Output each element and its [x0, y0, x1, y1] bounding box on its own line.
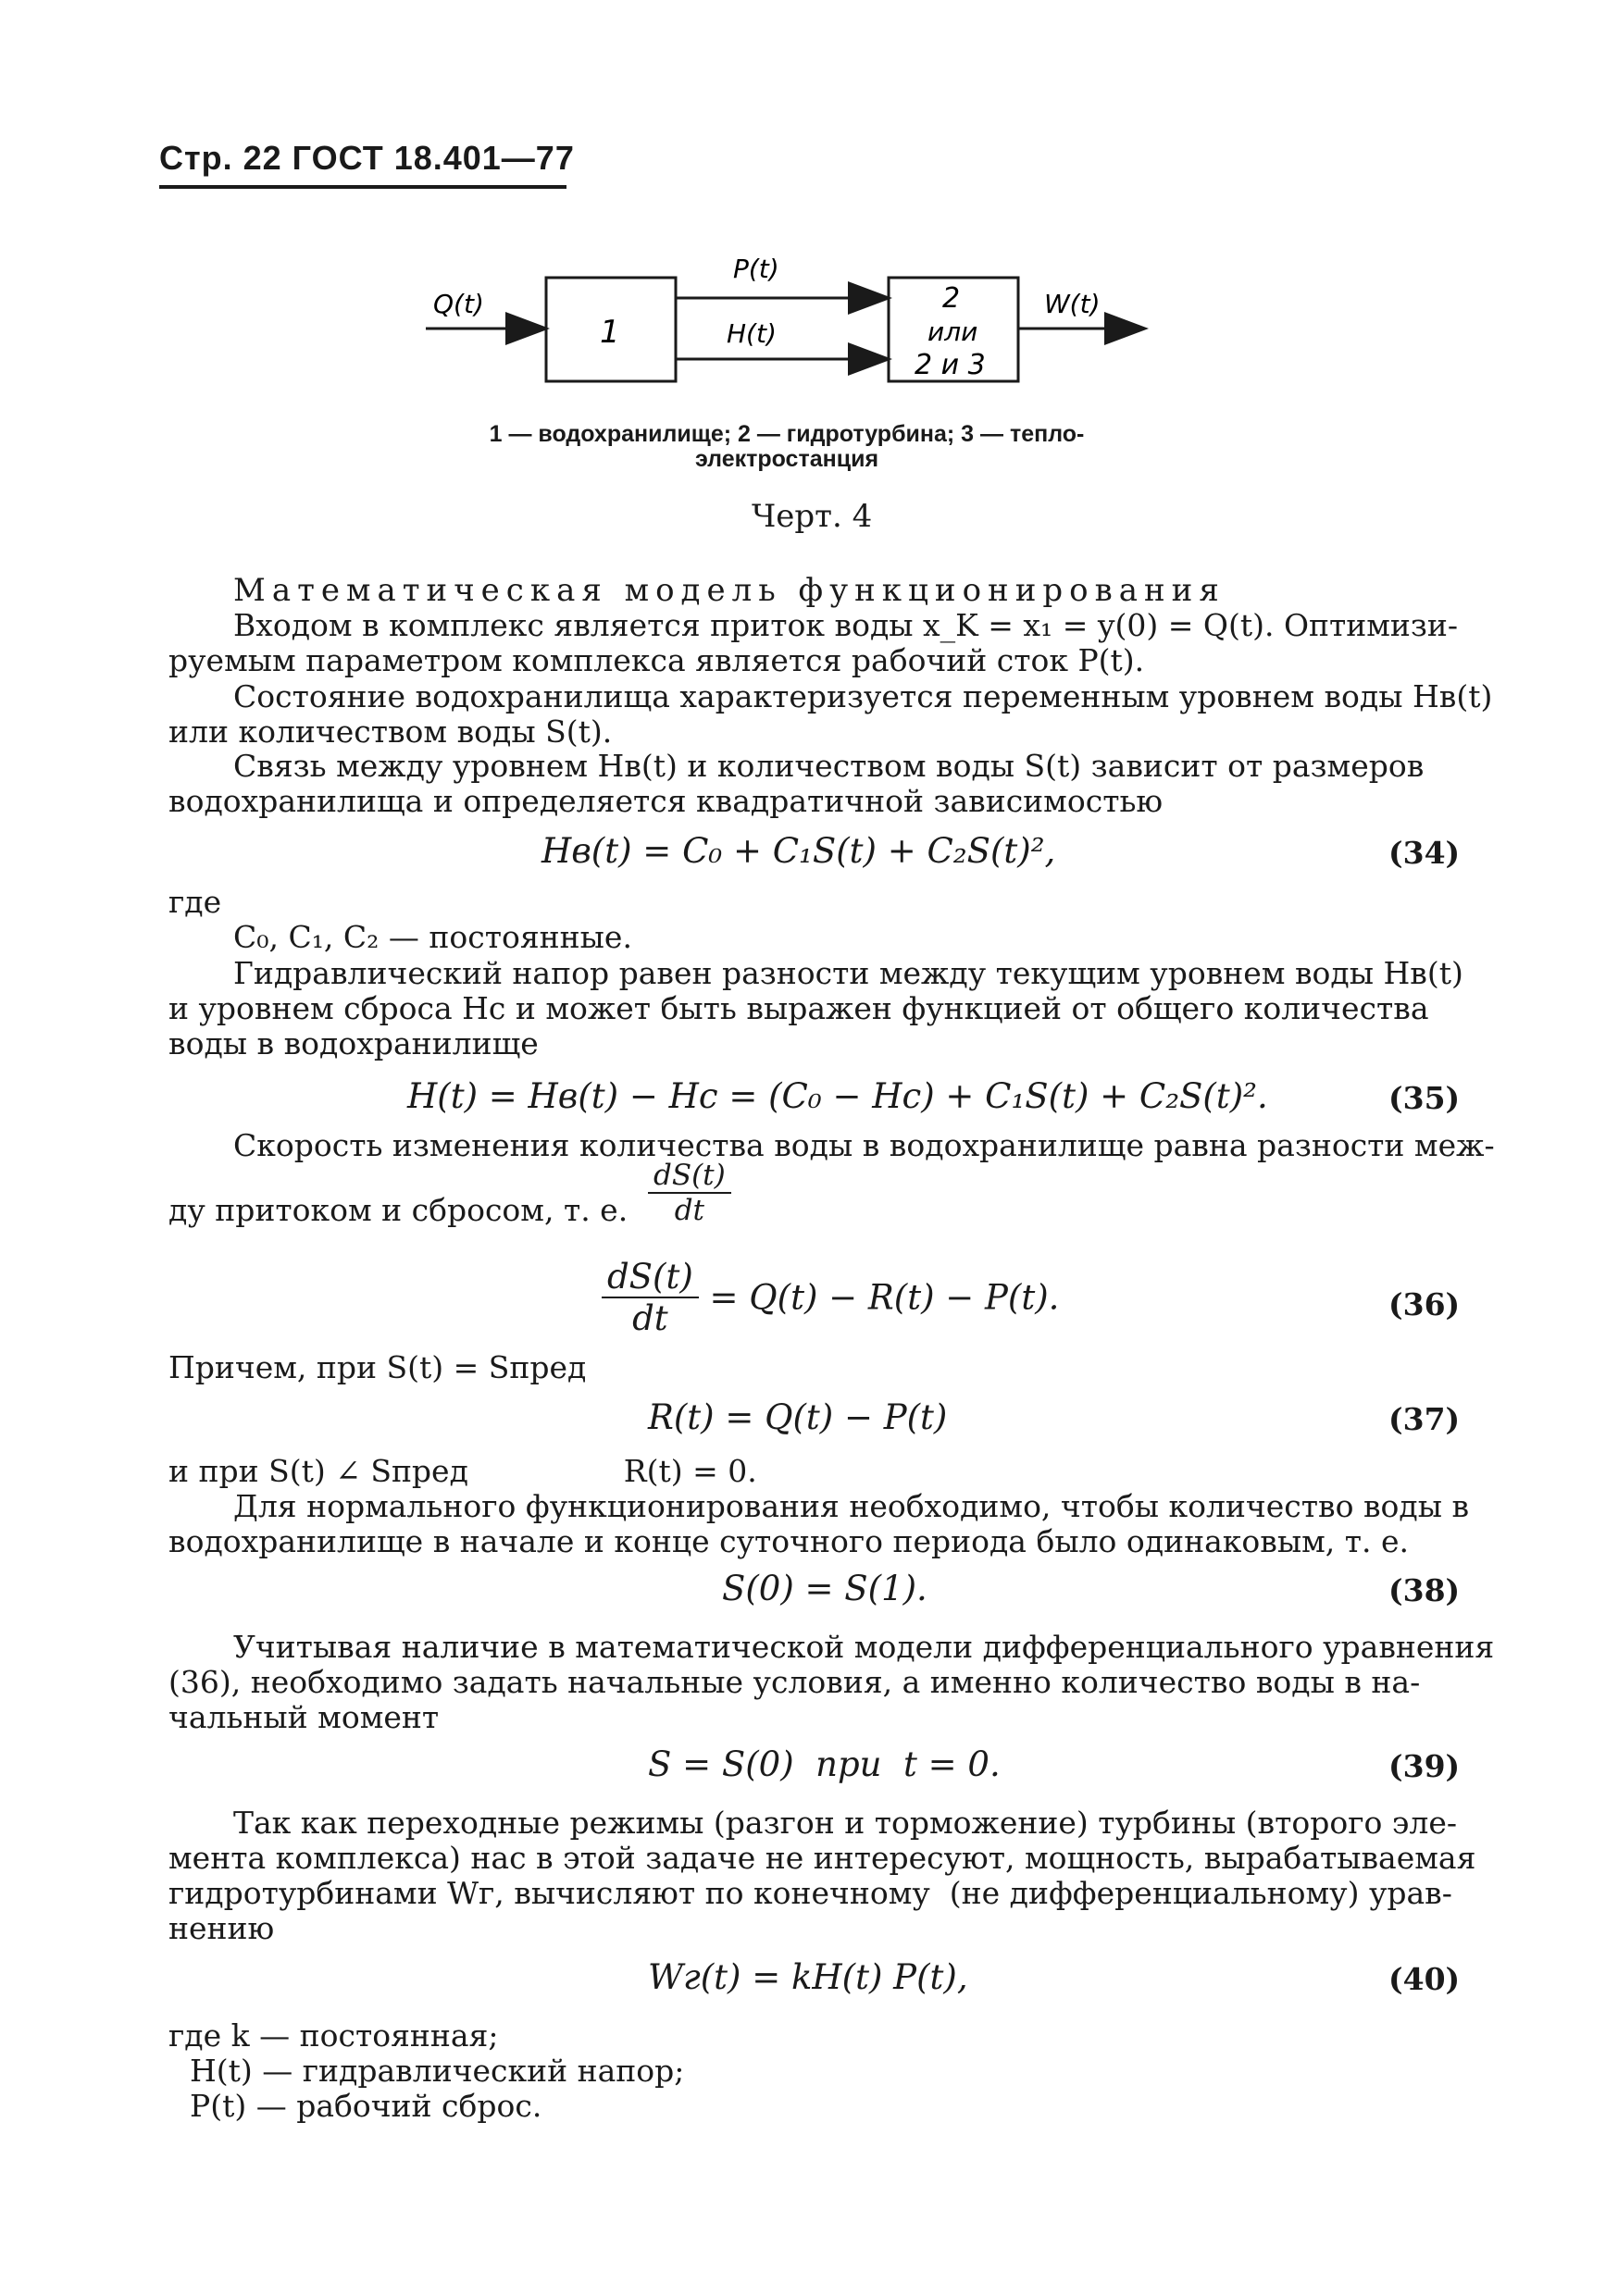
p2-line1: Состояние водохранилища характеризуется переменным уровнем воды Hв(t)	[233, 678, 1493, 714]
p6-line: Причем, при S(t) = Sпред	[168, 1349, 587, 1385]
equation-39-number: (39)	[1388, 1748, 1461, 1784]
eq36-rhs: = Q(t) − R(t) − P(t).	[709, 1277, 1060, 1318]
equation-38: S(0) = S(1).	[722, 1569, 927, 1608]
page-header: Стр. 22 ГОСТ 18.401—77	[159, 139, 575, 177]
inline-fraction-denominator: dt	[674, 1194, 705, 1227]
p3-line1: Связь между уровнем Hв(t) и количеством воды S(t) зависит от размеров	[233, 748, 1425, 784]
label-block1: 1	[600, 314, 620, 351]
definition-h: H(t) — гидравлический напор;	[190, 2053, 685, 2089]
label-h: H(t)	[727, 318, 777, 349]
eq36-numerator: dS(t)	[602, 1257, 699, 1298]
p2-line2: или количеством воды S(t).	[168, 714, 613, 750]
p4-line1: Гидравлический напор равен разности между текущим уровнем воды Hв(t)	[233, 955, 1463, 991]
equation-37: R(t) = Q(t) − P(t)	[648, 1397, 948, 1437]
constants-line: C₀, C₁, C₂ — постоянные.	[233, 919, 632, 955]
equation-36-number: (36)	[1388, 1286, 1461, 1322]
p8-line2: водохранилище в начале и конце суточного периода было одинаковым, т. е.	[168, 1523, 1409, 1559]
block-diagram	[407, 250, 1166, 407]
p10-line3: гидротурбинами Wг, вычисляют по конечному (не дифференциальному) урав-	[168, 1875, 1452, 1911]
p7-line: и при S(t) ∠ Sпред R(t) = 0.	[168, 1453, 757, 1489]
inline-fraction-numerator: dS(t)	[648, 1159, 731, 1194]
equation-36	[602, 1257, 1059, 1338]
definition-k: где k — постоянная;	[168, 2017, 499, 2054]
p5-line1: Скорость изменения количества воды в водохранилище равна разности меж-	[233, 1127, 1495, 1163]
equation-38-number: (38)	[1388, 1572, 1461, 1608]
label-block2-line1: 2	[942, 282, 961, 315]
equation-40-number: (40)	[1388, 1961, 1461, 1997]
where-label: где	[168, 884, 222, 920]
figure-caption-line2: электростанция	[694, 446, 879, 472]
p4-line2: и уровнем сброса Hс и может быть выражен функцией от общего количества	[168, 990, 1429, 1026]
equation-34-number: (34)	[1388, 835, 1461, 871]
equation-40: Wг(t) = kH(t) P(t),	[648, 1957, 968, 1997]
p9-line2: (36), необходимо задать начальные условия, а именно количество воды в на-	[168, 1664, 1421, 1700]
p10-line4: нению	[168, 1910, 275, 1946]
p10-line1: Так как переходные режимы (разгон и торможение) турбины (второго эле-	[233, 1805, 1457, 1841]
equation-35-number: (35)	[1388, 1080, 1461, 1116]
p1-line2: руемым параметром комплекса является рабочий сток P(t).	[168, 642, 1145, 678]
p9-line1: Учитывая наличие в математической модели дифференциального уравнения	[233, 1629, 1495, 1665]
label-block2-line2: или	[927, 316, 978, 347]
equation-39: S = S(0) при t = 0.	[648, 1744, 1001, 1784]
p9-line3: чальный момент	[168, 1699, 440, 1735]
figure-caption-line1: 1 — водохранилище; 2 — гидротурбина; 3 — тепло-	[489, 421, 1085, 447]
equation-37-number: (37)	[1388, 1401, 1461, 1437]
label-q: Q(t)	[433, 289, 484, 319]
eq36-denominator: dt	[632, 1298, 668, 1338]
label-p: P(t)	[733, 254, 779, 284]
label-block2-line3: 2 и 3	[915, 349, 986, 381]
label-w: W(t)	[1044, 289, 1101, 319]
header-rule	[159, 185, 566, 189]
definition-p: P(t) — рабочий сброс.	[190, 2088, 542, 2124]
inline-fraction	[648, 1159, 731, 1227]
p1-line1: Входом в комплекс является приток воды x_K = x₁ = y(0) = Q(t). Оптимизи-	[233, 607, 1459, 643]
p4-line3: воды в водохранилище	[168, 1025, 539, 1061]
equation-35: H(t) = Hв(t) − Hс = (C₀ − Hс) + C₁S(t) + C₂S(t)².	[407, 1076, 1268, 1116]
p5-line2: ду притоком и сбросом, т. е.	[168, 1192, 629, 1228]
p3-line2: водохранилища и определяется квадратичной зависимостью	[168, 783, 1164, 819]
p8-line1: Для нормального функционирования необходимо, чтобы количество воды в	[233, 1488, 1470, 1524]
figure-label: Черт. 4	[752, 498, 873, 535]
section-title: Математическая модель функционирования	[233, 572, 1226, 609]
equation-34: Hв(t) = C₀ + C₁S(t) + C₂S(t)²,	[541, 831, 1056, 871]
p10-line2: мента комплекса) нас в этой задаче не интересуют, мощность, вырабатываемая	[168, 1840, 1476, 1876]
